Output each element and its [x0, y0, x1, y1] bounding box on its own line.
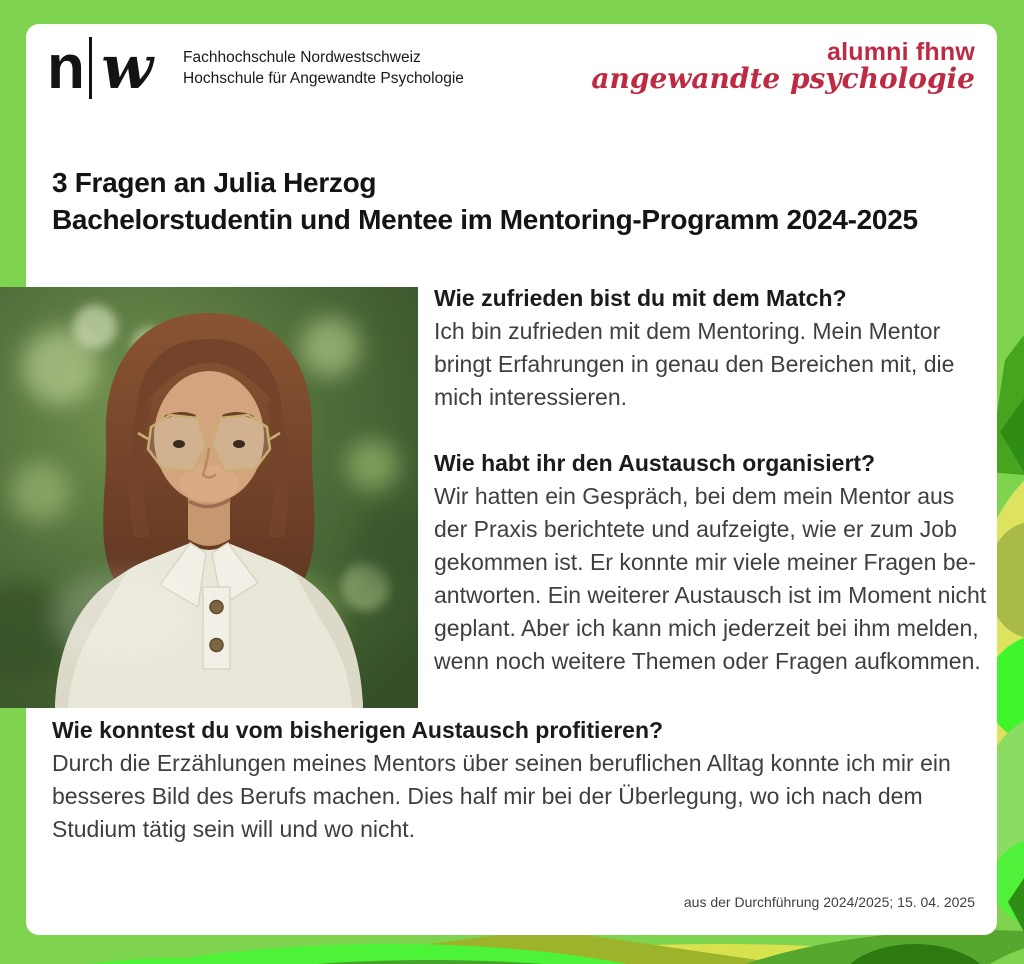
answer-1: Ich bin zufrieden mit dem Mentoring. Mein Mentor bringt Erfahrungen in genau den Bereichen mit, die mich interessieren.: [434, 318, 955, 410]
logo-letter-w: w: [101, 33, 154, 103]
question-1: Wie zufrieden bist du mit dem Match?: [434, 285, 847, 311]
logo-letter-n: n: [47, 33, 82, 102]
fhnw-logo: [47, 33, 464, 103]
portrait-photo: [0, 287, 418, 708]
logo-text-line2: Hochschule für Angewandte Psychologie: [183, 70, 464, 87]
question-3: Wie konntest du vom bisherigen Austausch profitieren?: [52, 717, 664, 743]
logo-divider-bar: [89, 37, 93, 99]
page-title-line2: Bachelorstudentin und Mentee im Mentoring-Programm 2024-2025: [52, 204, 918, 235]
alumni-subline: angewandte psychologie: [591, 62, 975, 95]
alumni-fhnw-lockup: [591, 40, 975, 94]
qa-column-right: [434, 282, 992, 678]
answer-3: Durch die Erzählungen meines Mentors über seinen beruflichen Alltag konnte ich mir ein besseres Bild des Berufs machen. Dies half mir bei der Überlegung, wo ich nach dem Studium tätig sein will und wo nicht.: [52, 750, 951, 842]
qa-spacer: [434, 414, 992, 447]
logo-text-line1: Fachhochschule Nordwestschweiz: [183, 49, 421, 66]
alumni-fhnw-wordmark: alumni fhnw: [826, 38, 975, 66]
page-title: [52, 164, 987, 238]
fhnw-logo-text: [183, 47, 464, 89]
fhnw-logo-mark-icon: [47, 33, 154, 103]
qa-block-bottom: [52, 714, 988, 846]
source-note: aus der Durchführung 2024/2025; 15. 04. 2025: [683, 894, 975, 910]
page-title-line1: 3 Fragen an Julia Herzog: [52, 167, 377, 198]
question-2: Wie habt ihr den Austausch organisiert?: [434, 450, 876, 476]
answer-2: Wir hatten ein Gespräch, bei dem mein Mentor aus der Praxis berichtete und aufzeigte, wie er zum Job gekommen ist. Er konnte mir viele meiner Fragen beantworten. Ein weiterer Austausch ist im Moment nicht geplant. Aber ich kann mich jederzeit bei ihm melden, wenn noch weitere Themen oder Fragen aufkommen.: [434, 483, 987, 674]
